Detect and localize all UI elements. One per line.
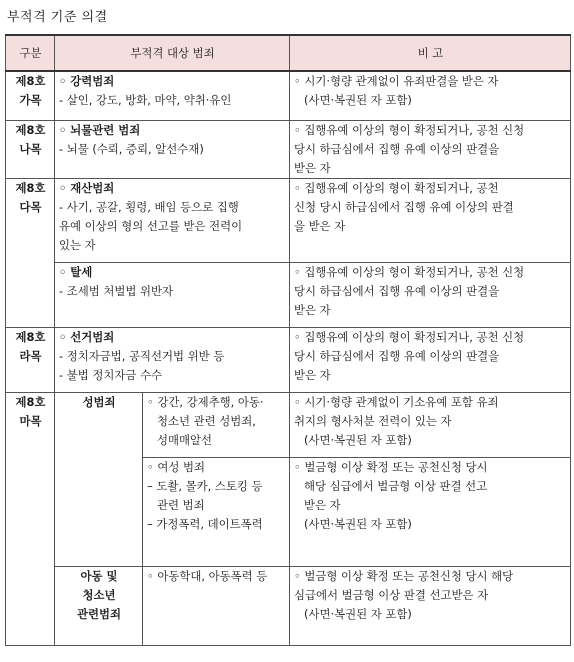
- category-cell: 제8호 마목: [6, 393, 55, 646]
- note-cell: ◦ 집행유예 이상의 형이 확정되거나, 공천 신청 당시 하급심에서 집행 유예 이상의 판결을 받은 자: [290, 328, 571, 393]
- crime-cell: ◦ 강간, 강제추행, 아동· 청소년 관련 성범죄, 성매매알선: [143, 393, 290, 458]
- criteria-table: [5, 34, 571, 646]
- header-crime: 부적격 대상 범죄: [55, 35, 290, 71]
- note-cell: ◦ 벌금형 이상 확정 또는 공천신청 당시 해당 심급에서 벌금형 이상 판결 선고 받은 자 (사면·복권된 자 포함): [290, 458, 571, 567]
- table-row: [6, 121, 571, 179]
- note-cell: ◦ 벌금형 이상 확정 또는 공천신청 당시 해당 심급에서 벌금형 이상 판결 선고받은 자 (사면·복권된 자 포함): [290, 567, 571, 646]
- note-cell: ◦ 집행유예 이상의 형이 확정되거나, 공천 신청 당시 하급심에서 집행 유예 이상의 판결 을 받은 자: [290, 179, 571, 263]
- crime-cell: ◦ 선거범죄 - 정치자금법, 공직선거법 위반 등 - 불법 정치자금 수수: [55, 328, 290, 393]
- category-cell: 제8호 나목: [6, 121, 55, 179]
- category-cell: 제8호 다목: [6, 179, 55, 328]
- crime-cell: ◦ 여성 범죄 – 도촬, 몰카, 스토킹 등 관련 범죄 – 가정폭력, 데이트폭력: [143, 458, 290, 567]
- page-title: 부적격 기준 의결: [7, 10, 108, 25]
- header-row: [6, 35, 571, 71]
- table-row: [6, 567, 571, 646]
- crime-cell: ◦ 뇌물관련 범죄 - 뇌물 (수뢰, 증뢰, 알선수재): [55, 121, 290, 179]
- category-cell: 제8호 가목: [6, 71, 55, 121]
- note-cell: ◦ 시기·형량 관계없이 유죄판결을 받은 자 (사면·복권된 자 포함): [290, 71, 571, 121]
- category-cell: 제8호 라목: [6, 328, 55, 393]
- crime-cell: ◦ 아동학대, 아동폭력 등: [143, 567, 290, 646]
- crime-cell: ◦ 재산범죄 - 사기, 공갈, 횡령, 배임 등으로 집행 유예 이상의 형의 선고를 받은 전력이 있는 자: [55, 179, 290, 263]
- table-row: [6, 328, 571, 393]
- table-row: [6, 179, 571, 263]
- note-cell: ◦ 집행유예 이상의 형이 확정되거나, 공천 신청 당시 하급심에서 집행 유예 이상의 판결을 받은 자: [290, 121, 571, 179]
- table-row: [6, 263, 571, 328]
- note-cell: ◦ 집행유예 이상의 형이 확정되거나, 공천 신청 당시 하급심에서 집행 유예 이상의 판결을 받은 자: [290, 263, 571, 328]
- crime-cell: ◦ 강력범죄 - 살인, 강도, 방화, 마약, 약취·유인: [55, 71, 290, 121]
- subcategory-cell: 아동 및 청소년 관련범죄: [55, 567, 143, 646]
- subcategory-cell: 성범죄: [55, 393, 143, 567]
- crime-cell: ◦ 탈세 - 조세범 처벌법 위반자: [55, 263, 290, 328]
- table-row: [6, 71, 571, 121]
- header-category: 구분: [6, 35, 55, 71]
- note-cell: ◦ 시기·형량 관계없이 기소유예 포함 유죄 취지의 형사처분 전력이 있는 자 (사면·복권된 자 포함): [290, 393, 571, 458]
- table-row: [6, 393, 571, 458]
- header-note: 비 고: [290, 35, 571, 71]
